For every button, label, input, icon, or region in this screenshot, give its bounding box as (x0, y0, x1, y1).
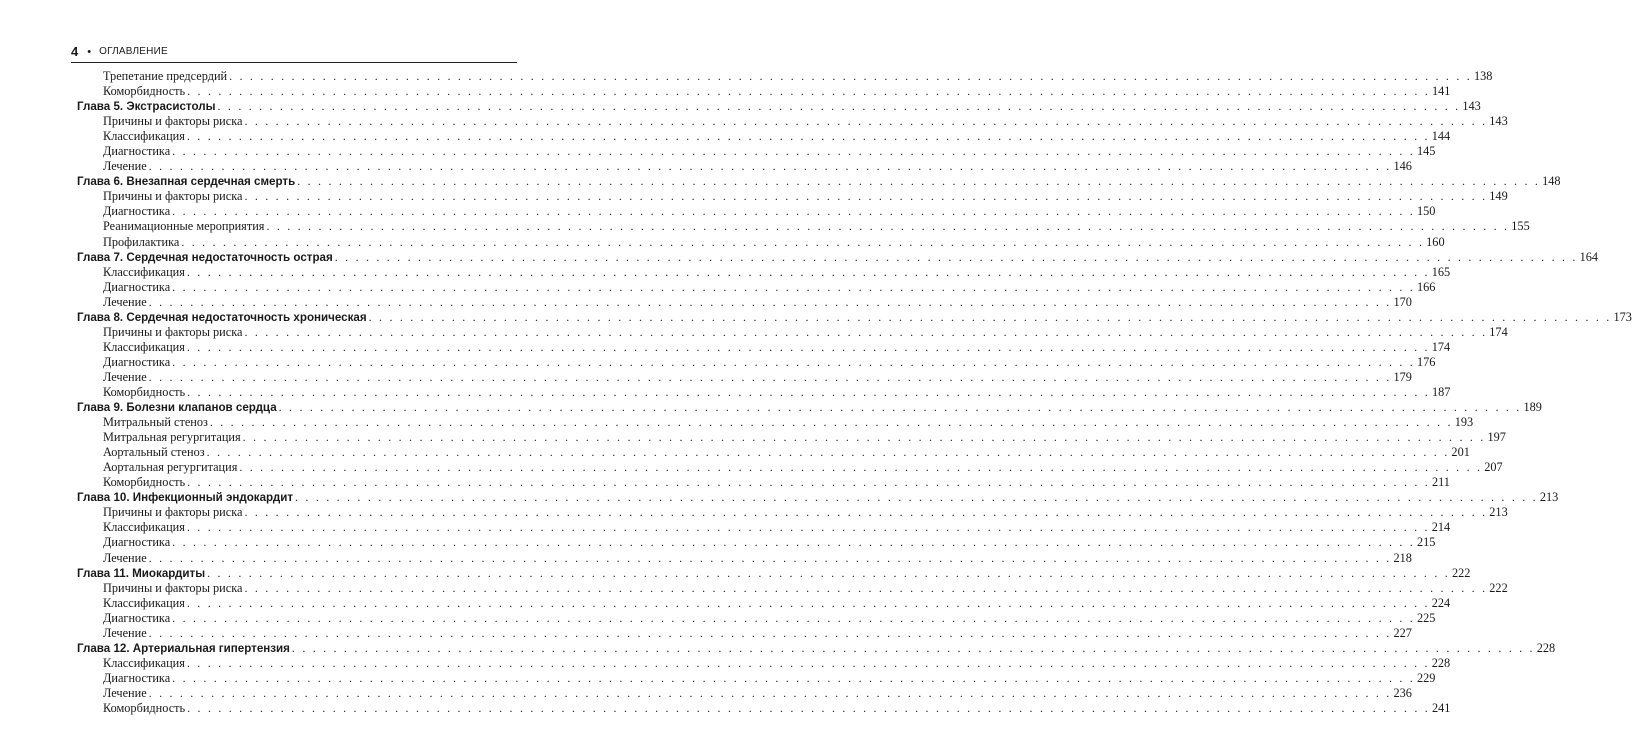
toc-entry-label: Классификация (103, 264, 185, 279)
dot-leader: . . . . . . . . . . . . . . . . . . . . . . . . . . . . . . . . . . . . . . . . . . . . . . . . . . . . . . . . . . . . . . . . . . . . . . . . . . . . . . . . . . . . . . . . . . . . . . . . . . . . . . . . . . . . . . . . . . . . . . . . (186, 339, 1430, 354)
toc-entry-page-number: 138 (1473, 69, 1493, 83)
dot-leader: . . . . . . . . . . . . . . . . . . . . . . . . . . . . . . . . . . . . . . . . . . . . . . . . . . . . . . . . . . . . . . . . . . . . . . . . . . . . . . . . . . . . . . . . . . . . . . . . . . . . . . . . . . . . . . . . . . . . . . . . (186, 595, 1430, 610)
toc-section-entry[interactable] (77, 354, 1436, 370)
dot-leader: . . . . . . . . . . . . . . . . . . . . . . . . . . . . . . . . . . . . . . . . . . . . . . . . . . . . . . . . . . . . . . . . . . . . . . . . . . . . . . . . . . . . . . . . . . . . . . . . . . . . . . . . . . . . . . . . . . . . . . . . (172, 279, 1415, 294)
toc-section-entry[interactable] (77, 234, 1445, 250)
toc-entry-page-number: 241 (1431, 700, 1451, 715)
toc-entry-label: Диагностика (103, 144, 171, 159)
toc-entry-label: Причины и факторы риска (103, 580, 243, 595)
toc-section-entry[interactable] (77, 159, 1412, 174)
toc-entry-label: Митральный стеноз (103, 415, 208, 430)
toc-entry-label: Классификация (103, 129, 185, 144)
dot-leader: . . . . . . . . . . . . . . . . . . . . . . . . . . . . . . . . . . . . . . . . . . . . . . . . . . . . . . . . . . . . . . . . . . . . . . . . . . . . . . . . . . . . . . . . . . . . . . . . . . . . . . . . . . . . . . . . . . . . . . . . (148, 685, 1392, 700)
toc-entry-page-number: 229 (1416, 670, 1436, 685)
toc-entry-label: Реанимационные мероприятия (103, 219, 265, 234)
dot-leader: . . . . . . . . . . . . . . . . . . . . . . . . . . . . . . . . . . . . . . . . . . . . . . . . . . . . . . . . . . . . . . . . . . . . . . . . . . . . . . . . . . . . . . . . . . . . . . . . . . . . . . . . . . . . . . . . . . . . . . . . (239, 460, 1483, 475)
toc-entry-label: Глава 8. Сердечная недостаточность хроническая (77, 310, 367, 324)
dot-leader: . . . . . . . . . . . . . . . . . . . . . . . . . . . . . . . . . . . . . . . . . . . . . . . . . . . . . . . . . . . . . . . . . . . . . . . . . . . . . . . . . . . . . . . . . . . . . . . . . . . . . . . . . . . . . . . . . . . . . . . . (295, 490, 1538, 505)
toc-entry-label: Классификация (103, 520, 185, 535)
dot-leader: . . . . . . . . . . . . . . . . . . . . . . . . . . . . . . . . . . . . . . . . . . . . . . . . . . . . . . . . . . . . . . . . . . . . . . . . . . . . . . . . . . . . . . . . . . . . . . . . . . . . . . . . . . . . . . . . . . . . . . . . (187, 384, 1430, 399)
toc-section-entry[interactable] (77, 69, 1493, 84)
toc-entry-page-number: 215 (1416, 535, 1436, 550)
toc-entry-label: Причины и факторы риска (103, 324, 243, 339)
toc-entry-label: Лечение (103, 550, 147, 565)
toc-entry-label: Классификация (103, 595, 185, 610)
dot-leader: . . . . . . . . . . . . . . . . . . . . . . . . . . . . . . . . . . . . . . . . . . . . . . . . . . . . . . . . . . . . . . . . . . . . . . . . . . . . . . . . . . . . . . . . . . . . . . . . . . . . . . . . . . . . . . . . . . . . . . . . (266, 219, 1510, 234)
dot-leader: . . . . . . . . . . . . . . . . . . . . . . . . . . . . . . . . . . . . . . . . . . . . . . . . . . . . . . . . . . . . . . . . . . . . . . . . . . . . . . . . . . . . . . . . . . . . . . . . . . . . . . . . . . . . . . . . . . . . . . . . (209, 415, 1453, 430)
toc-entry-page-number: 193 (1454, 415, 1474, 430)
dot-leader: . . . . . . . . . . . . . . . . . . . . . . . . . . . . . . . . . . . . . . . . . . . . . . . . . . . . . . . . . . . . . . . . . . . . . . . . . . . . . . . . . . . . . . . . . . . . . . . . . . . . . . . . . . . . . . . . . . . . . . . . (172, 354, 1415, 369)
toc-entry-page-number: 228 (1431, 655, 1451, 670)
toc-section-entry[interactable] (77, 700, 1451, 716)
dot-leader: . . . . . . . . . . . . . . . . . . . . . . . . . . . . . . . . . . . . . . . . . . . . . . . . . . . . . . . . . . . . . . . . . . . . . . . . . . . . . . . . . . . . . . . . . . . . . . . . . . . . . . . . . . . . . . . . . . . . . . . . (206, 445, 1450, 460)
dot-leader: . . . . . . . . . . . . . . . . . . . . . . . . . . . . . . . . . . . . . . . . . . . . . . . . . . . . . . . . . . . . . . . . . . . . . . . . . . . . . . . . . . . . . . . . . . . . . . . . . . . . . . . . . . . . . . . . . . . . . . . . (148, 625, 1392, 640)
toc-entry-page-number: 218 (1393, 550, 1412, 565)
toc-entry-page-number: 164 (1579, 249, 1599, 264)
toc-entry-page-number: 211 (1431, 475, 1450, 490)
toc-entry-page-number: 149 (1489, 189, 1508, 204)
dot-leader: . . . . . . . . . . . . . . . . . . . . . . . . . . . . . . . . . . . . . . . . . . . . . . . . . . . . . . . . . . . . . . . . . . . . . . . . . . . . . . . . . . . . . . . . . . . . . . . . . . . . . . . . . . . . . . . . . . . . . . . . (229, 69, 1472, 83)
toc-section-entry[interactable] (77, 550, 1412, 566)
dot-leader: . . . . . . . . . . . . . . . . . . . . . . . . . . . . . . . . . . . . . . . . . . . . . . . . . . . . . . . . . . . . . . . . . . . . . . . . . . . . . . . . . . . . . . . . . . . . . . . . . . . . . . . . . . . . . . . . . . . . . . . . (181, 234, 1425, 249)
toc-entry-label: Коморбидность (103, 475, 186, 490)
toc-entry-page-number: 222 (1489, 580, 1508, 595)
bullet-separator: • (87, 45, 92, 58)
toc-entry-label: Глава 12. Артериальная гипертензия (77, 641, 290, 655)
toc-section-entry[interactable] (77, 580, 1508, 596)
dot-leader: . . . . . . . . . . . . . . . . . . . . . . . . . . . . . . . . . . . . . . . . . . . . . . . . . . . . . . . . . . . . . . . . . . . . . . . . . . . . . . . . . . . . . . . . . . . . . . . . . . . . . . . . . . . . . . . . . . . . . . . . (172, 535, 1415, 550)
toc-entry-page-number: 150 (1416, 204, 1436, 219)
toc-entry-page-number: 170 (1393, 294, 1412, 309)
toc-entry-page-number: 173 (1613, 309, 1632, 324)
dot-leader: . . . . . . . . . . . . . . . . . . . . . . . . . . . . . . . . . . . . . . . . . . . . . . . . . . . . . . . . . . . . . . . . . . . . . . . . . . . . . . . . . . . . . . . . . . . . . . . . . . . . . . . . . . . . . . . . . . . . . . . . (244, 324, 1488, 339)
toc-entry-label: Классификация (103, 655, 185, 670)
dot-leader: . . . . . . . . . . . . . . . . . . . . . . . . . . . . . . . . . . . . . . . . . . . . . . . . . . . . . . . . . . . . . . . . . . . . . . . . . . . . . . . . . . . . . . . . . . . . . . . . . . . . . . . . . . . . . . . . . . . . . . . . (186, 129, 1430, 144)
toc-entry-page-number: 155 (1511, 219, 1530, 234)
table-of-contents (77, 69, 1632, 716)
header-rule (71, 62, 517, 63)
toc-entry-label: Лечение (103, 159, 147, 174)
dot-leader: . . . . . . . . . . . . . . . . . . . . . . . . . . . . . . . . . . . . . . . . . . . . . . . . . . . . . . . . . . . . . . . . . . . . . . . . . . . . . . . . . . . . . . . . . . . . . . . . . . . . . . . . . . . . . . . . . . . . . . . . (187, 84, 1430, 99)
toc-entry-page-number: 141 (1431, 84, 1451, 99)
toc-entry-page-number: 165 (1431, 264, 1451, 279)
toc-section-entry[interactable] (77, 204, 1436, 219)
dot-leader: . . . . . . . . . . . . . . . . . . . . . . . . . . . . . . . . . . . . . . . . . . . . . . . . . . . . . . . . . . . . . . . . . . . . . . . . . . . . . . . . . . . . . . . . . . . . . . . . . . . . . . . . . . . . . . . . . . . . . . . . (217, 99, 1461, 114)
toc-section-entry[interactable] (77, 670, 1436, 686)
toc-entry-page-number: 143 (1462, 99, 1481, 114)
toc-section-entry[interactable] (77, 625, 1412, 641)
section-title: ОГЛАВЛЕНИЕ (99, 46, 168, 57)
toc-section-entry[interactable] (77, 430, 1506, 445)
toc-section-entry[interactable] (77, 415, 1474, 430)
dot-leader: . . . . . . . . . . . . . . . . . . . . . . . . . . . . . . . . . . . . . . . . . . . . . . . . . . . . . . . . . . . . . . . . . . . . . . . . . . . . . . . . . . . . . . . . . . . . . . . . . . . . . . . . . . . . . . . . . . . . . . . . (291, 640, 1535, 655)
dot-leader: . . . . . . . . . . . . . . . . . . . . . . . . . . . . . . . . . . . . . . . . . . . . . . . . . . . . . . . . . . . . . . . . . . . . . . . . . . . . . . . . . . . . . . . . . . . . . . . . . . . . . . . . . . . . . . . . . . . . . . . . (207, 565, 1450, 580)
toc-entry-page-number: 145 (1416, 144, 1436, 159)
toc-entry-label: Лечение (103, 294, 147, 309)
toc-section-entry[interactable] (77, 114, 1508, 129)
dot-leader: . . . . . . . . . . . . . . . . . . . . . . . . . . . . . . . . . . . . . . . . . . . . . . . . . . . . . . . . . . . . . . . . . . . . . . . . . . . . . . . . . . . . . . . . . . . . . . . . . . . . . . . . . . . . . . . . . . . . . . . . (244, 114, 1488, 129)
toc-entry-page-number: 197 (1487, 430, 1506, 445)
toc-chapter-entry[interactable] (77, 490, 1559, 505)
toc-section-entry[interactable] (77, 460, 1503, 475)
toc-entry-label: Диагностика (103, 204, 171, 219)
dot-leader: . . . . . . . . . . . . . . . . . . . . . . . . . . . . . . . . . . . . . . . . . . . . . . . . . . . . . . . . . . . . . . . . . . . . . . . . . . . . . . . . . . . . . . . . . . . . . . . . . . . . . . . . . . . . . . . . . . . . . . . . (186, 520, 1430, 535)
toc-entry-label: Диагностика (103, 279, 171, 294)
toc-entry-page-number: 213 (1489, 505, 1508, 520)
toc-entry-label: Диагностика (103, 610, 171, 625)
toc-entry-page-number: 144 (1431, 129, 1451, 144)
toc-entry-label: Классификация (103, 339, 185, 354)
toc-entry-label: Глава 7. Сердечная недостаточность острая (77, 250, 333, 264)
dot-leader: . . . . . . . . . . . . . . . . . . . . . . . . . . . . . . . . . . . . . . . . . . . . . . . . . . . . . . . . . . . . . . . . . . . . . . . . . . . . . . . . . . . . . . . . . . . . . . . . . . . . . . . . . . . . . . . . . . . . . . . . (148, 294, 1392, 309)
toc-entry-page-number: 228 (1536, 640, 1556, 655)
toc-section-entry[interactable] (77, 144, 1436, 159)
toc-entry-page-number: 187 (1431, 384, 1451, 399)
toc-chapter-entry[interactable] (77, 565, 1471, 581)
toc-entry-label: Лечение (103, 369, 147, 384)
dot-leader: . . . . . . . . . . . . . . . . . . . . . . . . . . . . . . . . . . . . . . . . . . . . . . . . . . . . . . . . . . . . . . . . . . . . . . . . . . . . . . . . . . . . . . . . . . . . . . . . . . . . . . . . . . . . . . . . . . . . . . . . (186, 655, 1430, 670)
toc-section-entry[interactable] (77, 384, 1451, 400)
toc-entry-label: Коморбидность (103, 700, 186, 715)
toc-section-entry[interactable] (77, 505, 1508, 520)
toc-section-entry[interactable] (77, 84, 1451, 99)
dot-leader: . . . . . . . . . . . . . . . . . . . . . . . . . . . . . . . . . . . . . . . . . . . . . . . . . . . . . . . . . . . . . . . . . . . . . . . . . . . . . . . . . . . . . . . . . . . . . . . . . . . . . . . . . . . . . . . . . . . . . . . . (242, 430, 1486, 445)
toc-entry-page-number: 227 (1393, 625, 1412, 640)
toc-chapter-entry[interactable] (77, 249, 1599, 265)
toc-entry-page-number: 214 (1431, 520, 1451, 535)
toc-entry-page-number: 225 (1416, 610, 1436, 625)
toc-chapter-entry[interactable] (77, 640, 1556, 656)
dot-leader: . . . . . . . . . . . . . . . . . . . . . . . . . . . . . . . . . . . . . . . . . . . . . . . . . . . . . . . . . . . . . . . . . . . . . . . . . . . . . . . . . . . . . . . . . . . . . . . . . . . . . . . . . . . . . . . . . . . . . . . . (187, 475, 1430, 490)
dot-leader: . . . . . . . . . . . . . . . . . . . . . . . . . . . . . . . . . . . . . . . . . . . . . . . . . . . . . . . . . . . . . . . . . . . . . . . . . . . . . . . . . . . . . . . . . . . . . . . . . . . . . . . . . . . . . . . . . . . . . . . . (172, 144, 1415, 159)
dot-leader: . . . . . . . . . . . . . . . . . . . . . . . . . . . . . . . . . . . . . . . . . . . . . . . . . . . . . . . . . . . . . . . . . . . . . . . . . . . . . . . . . . . . . . . . . . . . . . . . . . . . . . . . . . . . . . . . . . . . . . . . (172, 670, 1415, 685)
toc-entry-label: Лечение (103, 685, 147, 700)
toc-entry-page-number: 189 (1523, 400, 1542, 415)
dot-leader: . . . . . . . . . . . . . . . . . . . . . . . . . . . . . . . . . . . . . . . . . . . . . . . . . . . . . . . . . . . . . . . . . . . . . . . . . . . . . . . . . . . . . . . . . . . . . . . . . . . . . . . . . . . . . . . . . . . . . . . . (172, 610, 1415, 625)
dot-leader: . . . . . . . . . . . . . . . . . . . . . . . . . . . . . . . . . . . . . . . . . . . . . . . . . . . . . . . . . . . . . . . . . . . . . . . . . . . . . . . . . . . . . . . . . . . . . . . . . . . . . . . . . . . . . . . . . . . . . . . . (186, 264, 1430, 279)
toc-section-entry[interactable] (77, 369, 1412, 385)
dot-leader: . . . . . . . . . . . . . . . . . . . . . . . . . . . . . . . . . . . . . . . . . . . . . . . . . . . . . . . . . . . . . . . . . . . . . . . . . . . . . . . . . . . . . . . . . . . . . . . . . . . . . . . . . . . . . . . . . . . . . . . . (172, 204, 1415, 219)
toc-entry-page-number: 146 (1393, 159, 1412, 174)
toc-entry-label: Митральная регургитация (103, 430, 241, 445)
toc-chapter-entry[interactable] (77, 174, 1561, 189)
toc-entry-label: Трепетание предсердий (103, 69, 228, 83)
toc-entry-label: Аортальный стеноз (103, 445, 205, 460)
toc-entry-label: Диагностика (103, 535, 171, 550)
toc-entry-label: Аортальная регургитация (103, 460, 238, 475)
toc-section-entry[interactable] (77, 610, 1436, 626)
toc-entry-label: Причины и факторы риска (103, 114, 243, 129)
toc-chapter-entry[interactable] (77, 309, 1632, 325)
dot-leader: . . . . . . . . . . . . . . . . . . . . . . . . . . . . . . . . . . . . . . . . . . . . . . . . . . . . . . . . . . . . . . . . . . . . . . . . . . . . . . . . . . . . . . . . . . . . . . . . . . . . . . . . . . . . . . . . . . . . . . . . (297, 174, 1541, 189)
toc-entry-page-number: 143 (1489, 114, 1508, 129)
toc-entry-label: Коморбидность (103, 84, 186, 99)
toc-section-entry[interactable] (77, 324, 1508, 340)
toc-section-entry[interactable] (77, 655, 1451, 671)
toc-entry-page-number: 201 (1451, 445, 1470, 460)
toc-entry-label: Лечение (103, 625, 147, 640)
toc-entry-label: Глава 6. Внезапная сердечная смерть (77, 175, 296, 189)
toc-section-entry[interactable] (77, 264, 1451, 280)
toc-section-entry[interactable] (77, 219, 1530, 234)
dot-leader: . . . . . . . . . . . . . . . . . . . . . . . . . . . . . . . . . . . . . . . . . . . . . . . . . . . . . . . . . . . . . . . . . . . . . . . . . . . . . . . . . . . . . . . . . . . . . . . . . . . . . . . . . . . . . . . . . . . . . . . . (244, 189, 1488, 204)
toc-entry-page-number: 174 (1489, 324, 1508, 339)
toc-chapter-entry[interactable] (77, 400, 1542, 415)
toc-entry-label: Глава 9. Болезни клапанов сердца (77, 401, 277, 415)
dot-leader: . . . . . . . . . . . . . . . . . . . . . . . . . . . . . . . . . . . . . . . . . . . . . . . . . . . . . . . . . . . . . . . . . . . . . . . . . . . . . . . . . . . . . . . . . . . . . . . . . . . . . . . . . . . . . . . . . . . . . . . . (187, 700, 1430, 715)
toc-entry-page-number: 224 (1431, 595, 1451, 610)
toc-entry-page-number: 166 (1416, 279, 1436, 294)
toc-entry-label: Диагностика (103, 354, 171, 369)
toc-section-entry[interactable] (77, 475, 1450, 490)
toc-section-entry[interactable] (77, 520, 1451, 535)
page-number: 4 (71, 44, 79, 59)
dot-leader: . . . . . . . . . . . . . . . . . . . . . . . . . . . . . . . . . . . . . . . . . . . . . . . . . . . . . . . . . . . . . . . . . . . . . . . . . . . . . . . . . . . . . . . . . . . . . . . . . . . . . . . . . . . . . . . . . . . . . . . . (278, 400, 1522, 415)
toc-chapter-entry[interactable] (77, 99, 1481, 114)
toc-entry-page-number: 148 (1542, 174, 1561, 189)
toc-section-entry[interactable] (77, 189, 1508, 204)
toc-section-entry[interactable] (77, 685, 1412, 701)
dot-leader: . . . . . . . . . . . . . . . . . . . . . . . . . . . . . . . . . . . . . . . . . . . . . . . . . . . . . . . . . . . . . . . . . . . . . . . . . . . . . . . . . . . . . . . . . . . . . . . . . . . . . . . . . . . . . . . . . . . . . . . . (244, 580, 1488, 595)
dot-leader: . . . . . . . . . . . . . . . . . . . . . . . . . . . . . . . . . . . . . . . . . . . . . . . . . . . . . . . . . . . . . . . . . . . . . . . . . . . . . . . . . . . . . . . . . . . . . . . . . . . . . . . . . . . . . . . . . . . . . . . . (244, 505, 1488, 520)
toc-section-entry[interactable] (77, 535, 1436, 550)
toc-entry-label: Причины и факторы риска (103, 189, 243, 204)
toc-entry-page-number: 207 (1484, 460, 1503, 475)
dot-leader: . . . . . . . . . . . . . . . . . . . . . . . . . . . . . . . . . . . . . . . . . . . . . . . . . . . . . . . . . . . . . . . . . . . . . . . . . . . . . . . . . . . . . . . . . . . . . . . . . . . . . . . . . . . . . . . . . . . . . . . . (368, 309, 1612, 324)
dot-leader: . . . . . . . . . . . . . . . . . . . . . . . . . . . . . . . . . . . . . . . . . . . . . . . . . . . . . . . . . . . . . . . . . . . . . . . . . . . . . . . . . . . . . . . . . . . . . . . . . . . . . . . . . . . . . . . . . . . . . . . . (148, 159, 1392, 174)
toc-entry-label: Диагностика (103, 670, 171, 685)
toc-section-entry[interactable] (77, 129, 1451, 144)
toc-section-entry[interactable] (77, 294, 1412, 310)
toc-entry-label: Коморбидность (103, 384, 186, 399)
dot-leader: . . . . . . . . . . . . . . . . . . . . . . . . . . . . . . . . . . . . . . . . . . . . . . . . . . . . . . . . . . . . . . . . . . . . . . . . . . . . . . . . . . . . . . . . . . . . . . . . . . . . . . . . . . . . . . . . . . . . . . . . (334, 249, 1578, 264)
toc-entry-label: Профилактика (103, 234, 180, 249)
page-header (71, 44, 517, 59)
toc-entry-page-number: 213 (1539, 490, 1559, 505)
toc-entry-label: Причины и факторы риска (103, 505, 243, 520)
toc-entry-label: Глава 11. Миокардиты (77, 566, 206, 580)
toc-entry-label: Глава 5. Экстрасистолы (77, 100, 216, 114)
dot-leader: . . . . . . . . . . . . . . . . . . . . . . . . . . . . . . . . . . . . . . . . . . . . . . . . . . . . . . . . . . . . . . . . . . . . . . . . . . . . . . . . . . . . . . . . . . . . . . . . . . . . . . . . . . . . . . . . . . . . . . . . (148, 550, 1392, 565)
toc-section-entry[interactable] (77, 595, 1451, 611)
toc-section-entry[interactable] (77, 279, 1436, 295)
toc-entry-page-number: 176 (1416, 354, 1436, 369)
toc-entry-page-number: 222 (1451, 565, 1471, 580)
toc-entry-page-number: 174 (1431, 339, 1451, 354)
toc-entry-page-number: 179 (1393, 369, 1412, 384)
toc-section-entry[interactable] (77, 445, 1470, 460)
toc-section-entry[interactable] (77, 339, 1451, 355)
toc-entry-page-number: 160 (1426, 234, 1445, 249)
toc-entry-page-number: 236 (1393, 685, 1412, 700)
toc-entry-label: Глава 10. Инфекционный эндокардит (77, 491, 294, 505)
dot-leader: . . . . . . . . . . . . . . . . . . . . . . . . . . . . . . . . . . . . . . . . . . . . . . . . . . . . . . . . . . . . . . . . . . . . . . . . . . . . . . . . . . . . . . . . . . . . . . . . . . . . . . . . . . . . . . . . . . . . . . . . (148, 369, 1392, 384)
